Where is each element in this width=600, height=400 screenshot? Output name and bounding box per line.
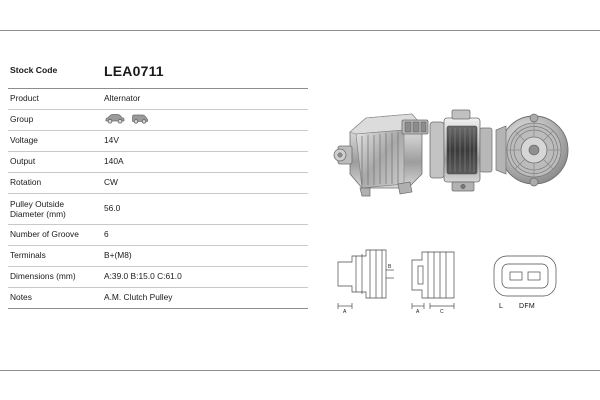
table-row-voltage [8, 131, 308, 152]
number-of-groove-value: 6 [102, 225, 308, 246]
pulley-diameter-label [8, 194, 102, 225]
technical-drawings-svg [326, 240, 588, 330]
stock-code-label: Stock Code [8, 58, 102, 89]
table-row-notes [8, 288, 308, 309]
bottom-rule [0, 370, 600, 371]
alternator-photo-svg [326, 96, 588, 206]
top-rule [0, 30, 600, 31]
table-row-dimensions [8, 267, 308, 288]
car-icon [104, 113, 126, 127]
dimension-b-label-left: B [388, 264, 392, 270]
terminals-value: B+(M8) [102, 246, 308, 267]
table-row-terminals [8, 246, 308, 267]
drawing-side-outline [338, 250, 394, 315]
alternator-rear-view [496, 114, 568, 186]
rotation-label: Rotation [8, 173, 102, 194]
dimension-c-label-middle: C [440, 309, 444, 315]
dimension-a-label-middle: A [416, 309, 420, 315]
alternator-side-view [430, 110, 492, 191]
output-label: Output [8, 152, 102, 173]
rotation-value: CW [102, 173, 308, 194]
technical-drawings [326, 240, 588, 330]
table-row-stock-code [8, 58, 308, 89]
notes-label: Notes [8, 288, 102, 309]
terminals-label: Terminals [8, 246, 102, 267]
table-row-number-of-groove [8, 225, 308, 246]
connector-pin-dfm-label: DFM [519, 303, 536, 310]
voltage-label: Voltage [8, 131, 102, 152]
table-row-group [8, 110, 308, 131]
alternator-photo [326, 96, 588, 206]
output-value: 140A [102, 152, 308, 173]
product-value: Alternator [102, 89, 308, 110]
pulley-diameter-label-line1: Pulley Outside [10, 198, 64, 209]
table-row-rotation [8, 173, 308, 194]
voltage-value: 14V [102, 131, 308, 152]
product-label: Product [8, 89, 102, 110]
drawing-front-outline [412, 252, 454, 315]
group-label: Group [8, 110, 102, 131]
notes-value: A.M. Clutch Pulley [102, 288, 308, 309]
pulley-diameter-label-line2: Diameter (mm) [10, 209, 66, 219]
van-icon [131, 113, 149, 127]
dimensions-label: Dimensions (mm) [8, 267, 102, 288]
stock-code-value: LEA0711 [102, 58, 308, 89]
table-row-pulley-diameter [8, 194, 308, 225]
alternator-front-view [334, 114, 428, 196]
specification-table [8, 58, 308, 309]
drawing-connector [494, 256, 556, 296]
number-of-groove-label: Number of Groove [8, 225, 102, 246]
dimension-a-label-left: A [343, 309, 347, 315]
pulley-diameter-value: 56.0 [102, 194, 308, 225]
group-icon-set [104, 113, 304, 127]
dimensions-value: A:39.0 B:15.0 C:61.0 [102, 267, 308, 288]
table-row-product [8, 89, 308, 110]
group-value [102, 110, 308, 131]
table-row-output [8, 152, 308, 173]
connector-pin-l-label: L [499, 303, 504, 310]
